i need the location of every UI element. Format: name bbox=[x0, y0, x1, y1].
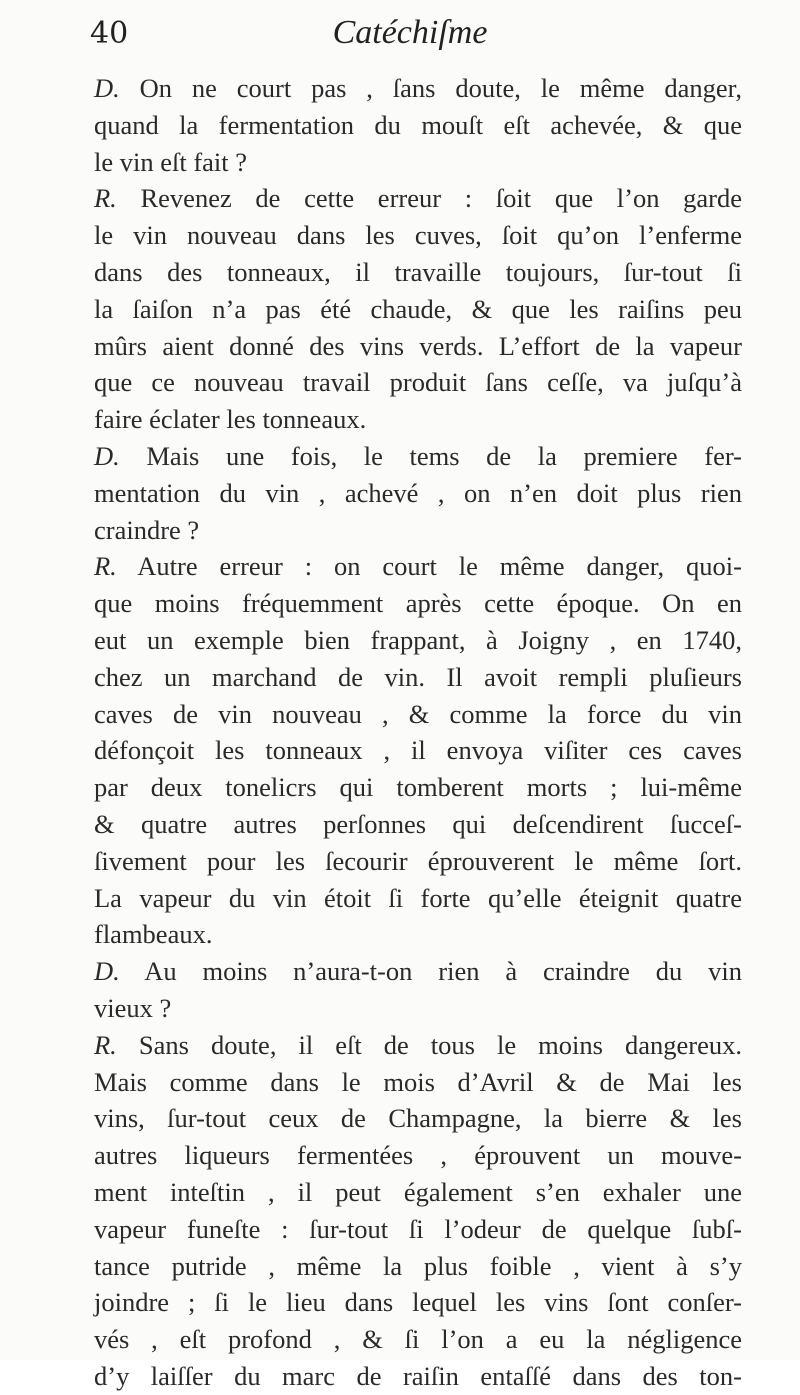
line-text: le vin eſt fait ? bbox=[94, 146, 248, 177]
text-line bbox=[94, 548, 742, 585]
text-line bbox=[94, 401, 742, 438]
text-line bbox=[94, 843, 742, 880]
line-text: On ne court pas , ſans doute, le même danger, bbox=[119, 73, 742, 103]
line-text: ſivement pour les ſecourir éprouverent le même ſort. bbox=[94, 845, 742, 876]
line-text: chez un marchand de vin. Il avoit rempli pluſieurs bbox=[94, 661, 742, 692]
line-text: d’y laiſſer du marc de raiſin entaſſé dans des ton- bbox=[94, 1360, 742, 1391]
line-text: craindre ? bbox=[94, 514, 200, 545]
line-text: mûrs aient donné des vins verds. L’effort de la vapeur bbox=[94, 330, 742, 361]
text-line bbox=[94, 364, 742, 401]
line-text: la ſaiſon n’a pas été chaude, & que les raiſins peu bbox=[94, 293, 742, 324]
text-line bbox=[94, 880, 742, 917]
text-line bbox=[94, 1100, 742, 1137]
text-line bbox=[94, 254, 742, 291]
page-header bbox=[90, 14, 730, 66]
text-line bbox=[94, 1137, 742, 1174]
line-text: que moins fréquemment après cette époque. On en bbox=[94, 588, 742, 619]
line-text: Au moins n’aura-t-on rien à craindre du vin bbox=[119, 956, 742, 987]
line-text: dans des tonneaux, il travaille toujours, ſur-tout ſi bbox=[94, 256, 742, 287]
line-text: autres liqueurs fermentées , éprouvent un mouve- bbox=[94, 1140, 742, 1171]
text-line bbox=[94, 107, 742, 144]
text-line bbox=[94, 438, 742, 475]
text-line bbox=[94, 769, 742, 806]
line-text: par deux tonelicrs qui tomberent morts ; lui-même bbox=[94, 772, 742, 803]
speaker-label: D. bbox=[94, 73, 120, 103]
running-title: Catéchiſme bbox=[332, 14, 488, 51]
line-text: & quatre autres perſonnes qui deſcendirent ſucceſ- bbox=[94, 808, 742, 839]
text-line bbox=[94, 291, 742, 328]
text-line bbox=[94, 217, 742, 254]
text-line bbox=[94, 1027, 742, 1064]
speaker-label: R. bbox=[94, 183, 117, 214]
line-text: eut un exemple bien frappant, à Joigny , en 1740, bbox=[94, 624, 742, 655]
line-text: Mais comme dans le mois d’Avril & de Mai les bbox=[94, 1066, 742, 1097]
text-line bbox=[94, 990, 742, 1027]
line-text: quand la fermentation du mouſt eſt achevée, & que bbox=[94, 109, 742, 140]
text-line bbox=[94, 732, 742, 769]
line-text: joindre ; ſi le lieu dans lequel les vins ſont conſer- bbox=[94, 1287, 742, 1318]
line-text: vieux ? bbox=[94, 992, 172, 1023]
line-text: Revenez de cette erreur : ſoit que l’on garde bbox=[116, 183, 742, 214]
speaker-label: D. bbox=[94, 956, 120, 987]
line-text: Autre erreur : on court le même danger, quoi- bbox=[116, 551, 742, 582]
text-line bbox=[94, 806, 742, 843]
text-line bbox=[94, 328, 742, 365]
speaker-label: D. bbox=[94, 440, 120, 471]
speaker-label: R. bbox=[94, 551, 117, 582]
text-line bbox=[94, 1358, 742, 1395]
text-line bbox=[94, 659, 742, 696]
text-line bbox=[94, 144, 742, 181]
text-line bbox=[94, 1174, 742, 1211]
line-text: caves de vin nouveau , & comme la force du vin bbox=[94, 698, 742, 729]
line-text: flambeaux. bbox=[94, 919, 213, 950]
line-text: vapeur funeſte : ſur-tout ſi l’odeur de quelque ſubſ- bbox=[94, 1213, 742, 1244]
text-line bbox=[94, 1321, 742, 1358]
text-line bbox=[94, 953, 742, 990]
line-text: que ce nouveau travail produit ſans ceſſe, va juſqu’à bbox=[94, 367, 742, 398]
text-line bbox=[94, 1248, 742, 1285]
line-text: défonçoit les tonneaux , il envoya viſiter ces caves bbox=[94, 735, 742, 766]
line-text: Sans doute, il eſt de tous le moins dangereux. bbox=[116, 1029, 742, 1060]
text-line bbox=[94, 1211, 742, 1248]
line-text: vés , eſt profond , & ſi l’on a eu la négligence bbox=[94, 1324, 742, 1355]
text-line bbox=[94, 512, 742, 549]
text-line bbox=[94, 1284, 742, 1321]
line-text: Mais une fois, le tems de la premiere fer- bbox=[119, 440, 742, 471]
page-number: 40 bbox=[90, 16, 129, 51]
line-text: le vin nouveau dans les cuves, ſoit qu’on l’enferme bbox=[94, 220, 742, 251]
line-text: ment inteſtin , il peut également s’en exhaler une bbox=[94, 1176, 742, 1207]
text-line bbox=[94, 916, 742, 953]
line-text: vins, ſur-tout ceux de Champagne, la bierre & les bbox=[94, 1103, 742, 1134]
body-text bbox=[94, 70, 742, 1395]
text-line bbox=[94, 622, 742, 659]
line-text: faire éclater les tonneaux. bbox=[94, 404, 367, 435]
text-line bbox=[94, 475, 742, 512]
text-line bbox=[94, 180, 742, 217]
text-line bbox=[94, 1064, 742, 1101]
line-text: mentation du vin , achevé , on n’en doit plus rien bbox=[94, 477, 742, 508]
line-text: tance putride , même la plus foible , vient à s’y bbox=[94, 1250, 742, 1281]
line-text: La vapeur du vin étoit ſi forte qu’elle éteignit quatre bbox=[94, 882, 742, 913]
text-line bbox=[94, 696, 742, 733]
text-line bbox=[94, 585, 742, 622]
speaker-label: R. bbox=[94, 1029, 117, 1060]
text-line bbox=[94, 70, 742, 107]
